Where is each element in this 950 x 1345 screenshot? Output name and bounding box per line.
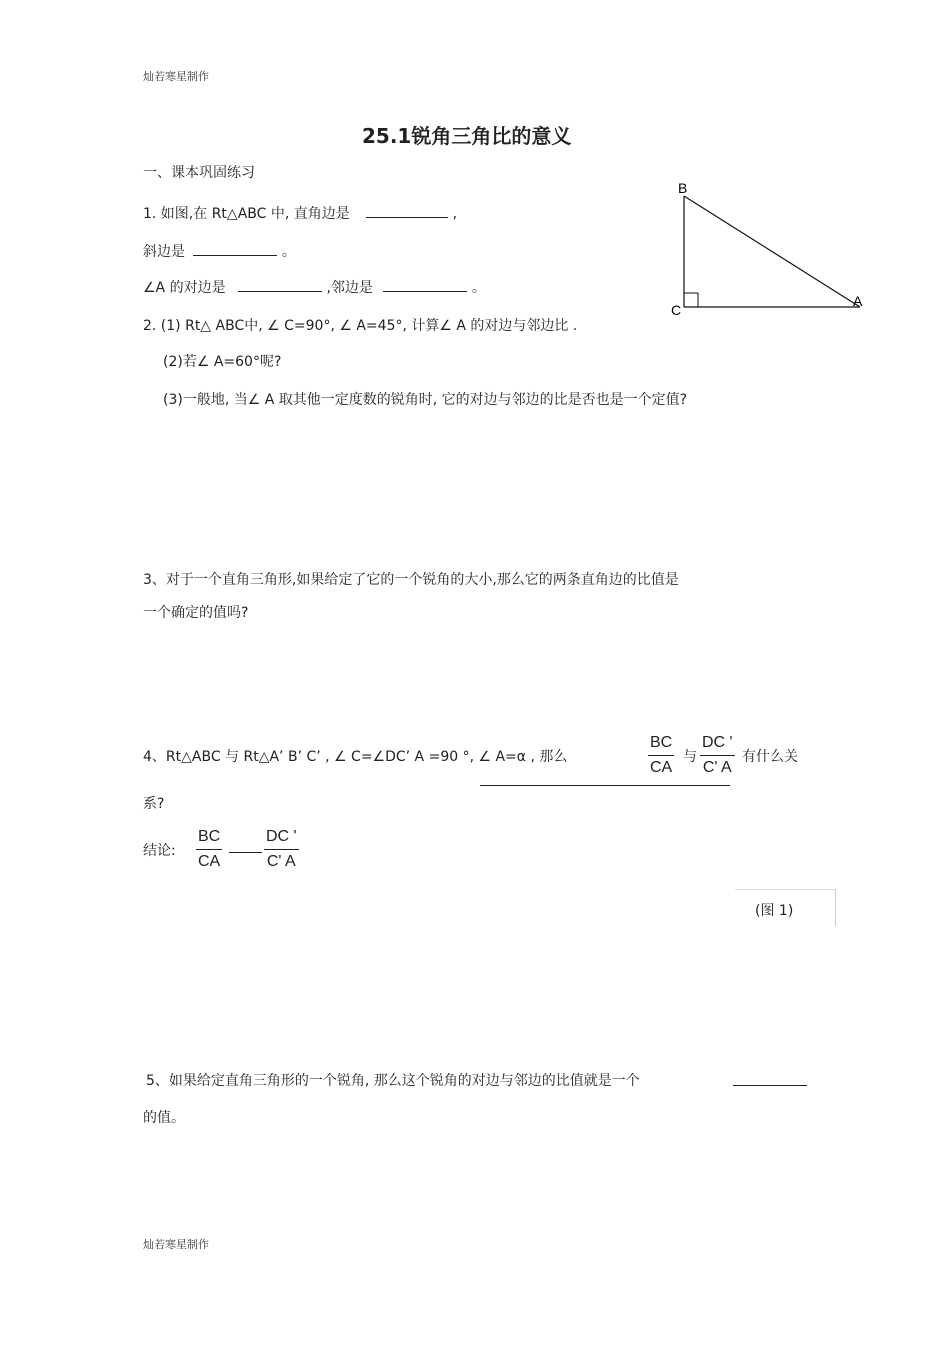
page-title: 25.1锐角三角比的意义 <box>362 124 572 148</box>
q4-frac2-denominator: C' A <box>702 759 732 776</box>
q1-line1 <box>143 203 457 223</box>
vertex-a-label: A <box>853 293 863 309</box>
q1-line2 <box>143 241 296 261</box>
q4-frac1-denominator: CA <box>650 759 673 776</box>
q5-line2: 的值。 <box>143 1110 185 1126</box>
q1-blank-adjacent[interactable] <box>383 277 467 292</box>
q5-line1: 5、如果给定直角三角形的一个锐角, 那么这个锐角的对边与邻边的比值就是一个 <box>146 1073 640 1089</box>
q1-line2-text: 斜边是 <box>143 244 185 260</box>
figure-1-label: (图 1) <box>755 903 794 919</box>
conclusion-fraction-bc-ca <box>196 828 222 871</box>
q1-blank-hypotenuse[interactable] <box>193 241 277 256</box>
vertex-b-label: B <box>678 180 688 196</box>
conclusion-relation-blank[interactable] <box>229 852 262 853</box>
q4-fraction-bc-ca <box>648 734 674 777</box>
section-heading: 一、课本巩固练习 <box>143 165 255 181</box>
conclusion-frac2-numerator: DC ' <box>266 828 297 845</box>
conclusion-frac2-denominator: C' A <box>266 853 296 870</box>
q1-line3-text-a: ∠A 的对边是 <box>143 280 226 296</box>
q4-answer-line[interactable] <box>480 785 730 786</box>
q2-part2: (2)若∠ A=60°呢? <box>163 354 282 370</box>
q1-line2-end: 。 <box>281 244 296 260</box>
q1-blank-opposite[interactable] <box>238 277 322 292</box>
q1-line1-end: , <box>452 206 458 222</box>
right-angle-mark <box>684 293 698 307</box>
q1-line3 <box>143 277 486 297</box>
q4-conclusion-label: 结论: <box>143 843 176 859</box>
q1-blank-legs[interactable] <box>366 203 448 218</box>
q1-line1-text: 1. 如图,在 Rt△ABC 中, 直角边是 <box>143 206 350 222</box>
triangle-figure <box>668 178 874 320</box>
q2-part1: 2. (1) Rt△ ABC中, ∠ C=90°, ∠ A=45°, 计算∠ A 的对边与邻边比 . <box>143 318 578 334</box>
q3-line1: 3、对于一个直角三角形,如果给定了它的一个锐角的大小,那么它的两条直角边的比值是 <box>143 572 679 588</box>
side-ab <box>684 196 860 307</box>
conclusion-frac1-denominator: CA <box>198 853 221 870</box>
conclusion-fraction-dc-ca <box>264 828 299 871</box>
q1-line3-text-b: ,邻边是 <box>326 280 373 296</box>
vertex-c-label: C <box>671 302 682 318</box>
header-maker: 灿若寒星制作 <box>143 70 209 83</box>
q4-line2: 系? <box>143 796 165 812</box>
q4-with: 与 <box>683 749 697 765</box>
q1-line3-end: 。 <box>471 280 486 296</box>
q4-lead: 4、Rt△ABC 与 Rt△A’ B’ C’ , ∠ C=∠DC’ A =90 °, ∠ A=α , 那么 <box>143 749 568 765</box>
q5-answer-blank[interactable] <box>733 1085 807 1086</box>
q4-fraction-dc-ca <box>700 734 735 777</box>
q3-line2: 一个确定的值吗? <box>143 605 249 621</box>
q4-frac2-numerator: DC ' <box>702 734 733 751</box>
footer-maker: 灿若寒星制作 <box>143 1238 209 1251</box>
q4-tail: 有什么关 <box>742 749 798 765</box>
q2-part3: (3)一般地, 当∠ A 取其他一定度数的锐角时, 它的对边与邻边的比是否也是一个定值? <box>163 392 688 408</box>
conclusion-frac1-numerator: BC <box>198 828 221 845</box>
q4-frac1-numerator: BC <box>650 734 673 751</box>
